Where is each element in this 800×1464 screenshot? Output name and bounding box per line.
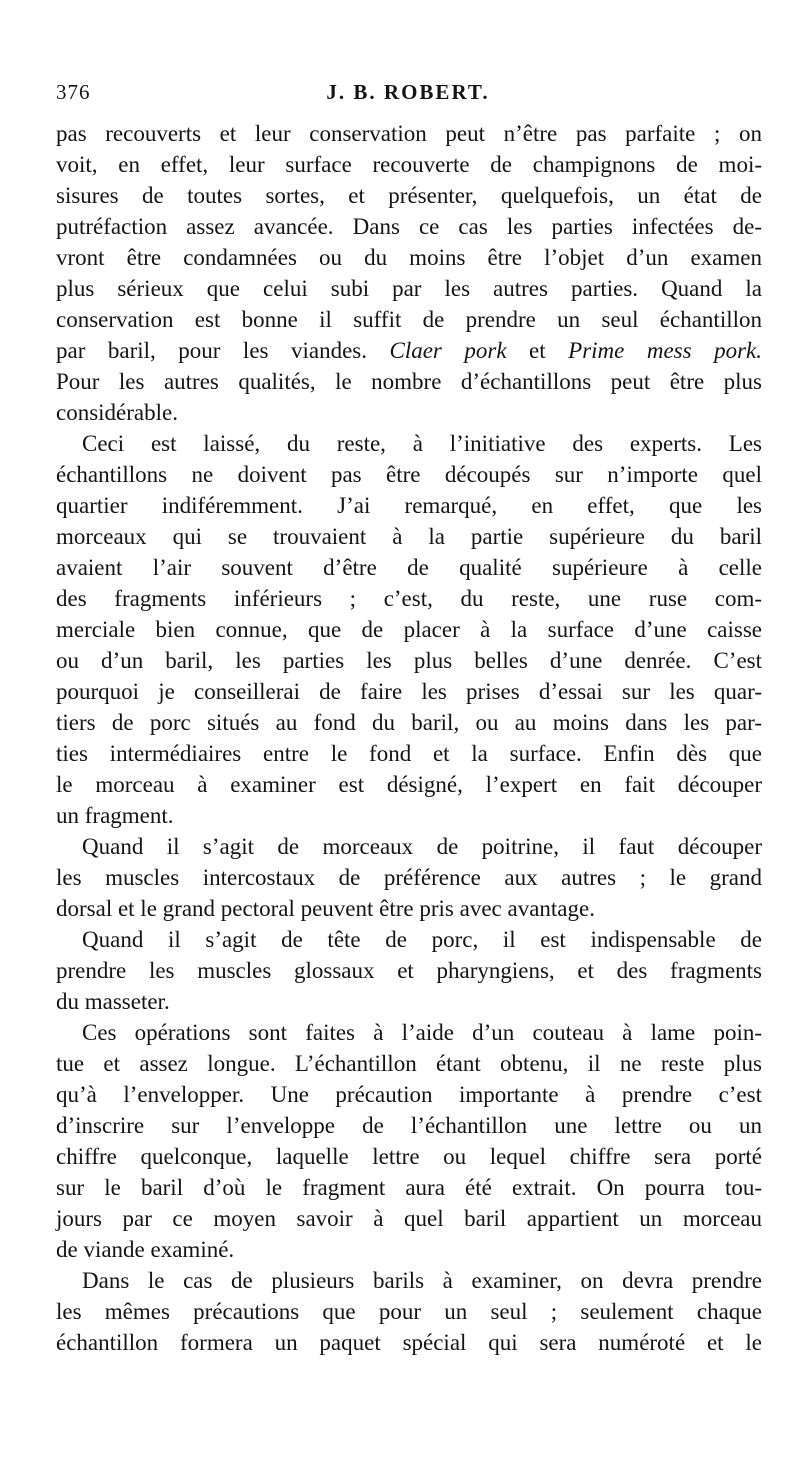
text-line: pas recouverts et leur conservation peut n’être pas parfaite ; on	[56, 121, 762, 146]
text-line: ou d’un baril, les parties les plus belles d’une denrée. C’est	[56, 648, 762, 673]
text-line: les muscles intercostaux de préférence aux autres ; le grand	[56, 865, 762, 890]
running-head	[56, 80, 760, 110]
text-line: Pour les autres qualités, le nombre d’échantillons peut être plus	[56, 369, 762, 394]
text-line: sisures de toutes sortes, et présenter, quelquefois, un état de	[56, 183, 762, 208]
italic-term: Claer pork	[389, 338, 507, 363]
text-line: dorsal et le grand pectoral peuvent être pris avec avantage.	[56, 896, 595, 921]
text-line-mixed	[56, 335, 762, 366]
text-line: vront être condamnées ou du moins être l’objet d’un examen	[56, 245, 762, 270]
text-line: chiffre quelconque, laquelle lettre ou lequel chiffre sera porté	[56, 1144, 762, 1169]
text-line: Ceci est laissé, du reste, à l’initiative des experts. Les	[82, 431, 762, 456]
text-line: tue et assez longue. L’échantillon étant obtenu, il ne reste plus	[56, 1051, 762, 1076]
text-line: Ces opérations sont faites à l’aide d’un couteau à lame poin-	[82, 1020, 762, 1045]
text-line: morceaux qui se trouvaient à la partie supérieure du baril	[56, 524, 762, 549]
text-line: avaient l’air souvent d’être de qualité supérieure à celle	[56, 555, 762, 580]
text-line: pourquoi je conseillerai de faire les prises d’essai sur les quar-	[56, 679, 762, 704]
text-line: ties intermédiaires entre le fond et la surface. Enfin dès que	[56, 741, 762, 766]
text-line: tiers de porc situés au fond du baril, ou au moins dans les par-	[56, 710, 762, 735]
text-line: un fragment.	[56, 803, 174, 828]
text-line: plus sérieux que celui subi par les autres parties. Quand la	[56, 276, 762, 301]
text-line: des fragments inférieurs ; c’est, du reste, une ruse com-	[56, 586, 762, 611]
text-line: Quand il s’agit de morceaux de poitrine, il faut découper	[82, 834, 762, 859]
italic-term: Prime mess pork.	[568, 338, 762, 363]
text-line: prendre les muscles glossaux et pharyngiens, et des fragments	[56, 958, 762, 983]
text-line: Dans le cas de plusieurs barils à examiner, on devra prendre	[82, 1268, 762, 1293]
text-line: le morceau à examiner est désigné, l’expert en fait découper	[56, 772, 762, 797]
text-line: considérable.	[56, 400, 178, 425]
text-line: jours par ce moyen savoir à quel baril appartient un morceau	[56, 1206, 762, 1231]
text-line: quartier indiféremment. J’ai remarqué, en effet, que les	[56, 493, 762, 518]
text-line: d’inscrire sur l’enveloppe de l’échantillon une lettre ou un	[56, 1113, 762, 1138]
text-segment: par baril, pour les viandes.	[56, 338, 367, 363]
text-line: les mêmes précautions que pour un seul ; seulement chaque	[56, 1299, 762, 1324]
text-line: Quand il s’agit de tête de porc, il est indispensable de	[82, 927, 762, 952]
text-line: de viande examiné.	[56, 1237, 235, 1262]
text-line: échantillon formera un paquet spécial qui sera numéroté et le	[56, 1330, 762, 1355]
body-text	[56, 118, 762, 1358]
text-line: merciale bien connue, que de placer à la surface d’une caisse	[56, 617, 762, 642]
text-segment: et	[529, 338, 546, 363]
text-line: du masseter.	[56, 989, 170, 1014]
text-line: putréfaction assez avancée. Dans ce cas les parties infectées de-	[56, 214, 762, 239]
text-line: échantillons ne doivent pas être découpés sur n’importe quel	[56, 462, 762, 487]
running-title: J. B. ROBERT.	[326, 80, 490, 104]
text-line: voit, en effet, leur surface recouverte de champignons de moi-	[56, 152, 762, 177]
page-number: 376	[56, 80, 91, 104]
text-line: qu’à l’envelopper. Une précaution importante à prendre c’est	[56, 1082, 762, 1107]
text-line: sur le baril d’où le fragment aura été extrait. On pourra tou-	[56, 1175, 762, 1200]
text-line: conservation est bonne il suffit de prendre un seul échantillon	[56, 307, 762, 332]
